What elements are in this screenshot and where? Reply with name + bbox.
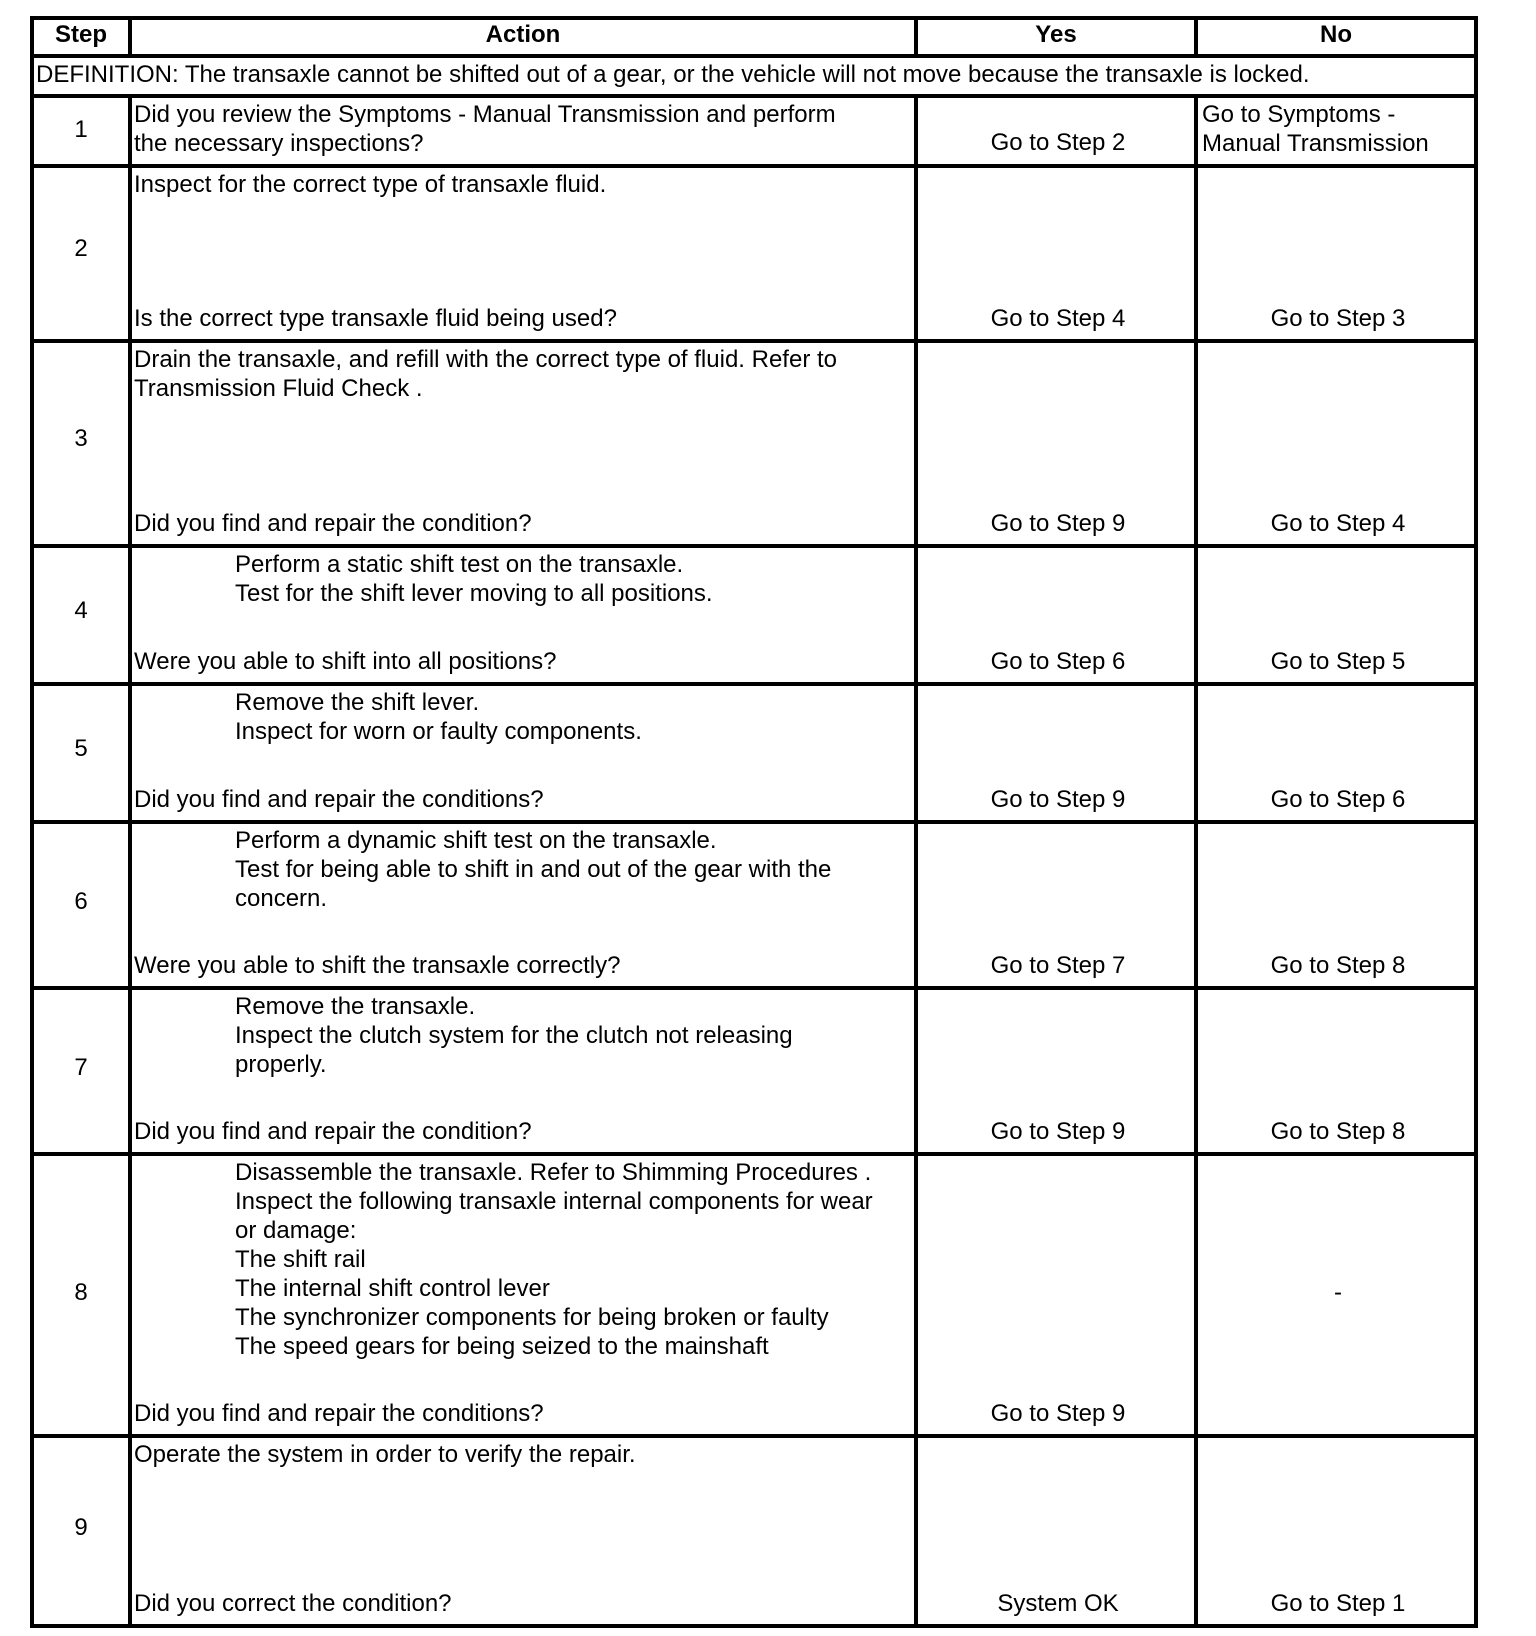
action-text [235,992,935,1079]
header-action: Action [485,21,561,48]
action-text [134,1440,914,1469]
no-result: Go to Step 8 [1270,952,1406,979]
action-question: Did you find and repair the conditions? [134,1400,544,1427]
action-line: Drain the transaxle, and refill with the correct type of fluid. Refer to [134,346,837,373]
table-rule [30,1152,1478,1156]
table-rule [30,682,1478,686]
step-number: 6 [74,888,88,915]
action-text [235,1158,935,1361]
action-line: The synchronizer components for being broken or faulty [235,1304,829,1331]
table-rule [30,986,1478,990]
action-line: or damage: [235,1217,357,1244]
action-line: Test for being able to shift in and out of the gear with the [235,856,832,883]
header-step: Step [54,21,107,48]
table-rule [30,820,1478,824]
no-result: Go to Step 6 [1270,786,1406,813]
table-rule [30,54,1478,58]
step-number: 8 [74,1279,88,1306]
action-text [235,688,935,746]
no-result: Go to Step 5 [1270,648,1406,675]
no-result: Go to Step 1 [1270,1590,1406,1617]
action-question: Did you find and repair the condition? [134,510,532,537]
action-line: Inspect for the correct type of transaxle fluid. [134,171,607,198]
action-line: Inspect the clutch system for the clutch not releasing [235,1022,793,1049]
yes-result: Go to Step 9 [990,1400,1126,1427]
no-result [1202,100,1482,158]
yes-result: Go to Step 4 [990,305,1126,332]
action-line: Did you review the Symptoms - Manual Transmission and perform [134,101,836,128]
action-line: The speed gears for being seized to the mainshaft [235,1333,769,1360]
no-result: Go to Step 8 [1270,1118,1406,1145]
no-result: - [1334,1279,1342,1306]
step-number: 1 [74,116,88,143]
action-question: Were you able to shift the transaxle correctly? [134,952,621,979]
action-line: Perform a dynamic shift test on the transaxle. [235,827,717,854]
action-line: the necessary inspections? [134,130,424,157]
step-number: 9 [74,1514,88,1541]
action-question: Did you find and repair the condition? [134,1118,532,1145]
table-rule [128,94,132,1628]
table-rule [30,164,1478,168]
action-line: concern. [235,885,328,912]
action-question: Did you find and repair the conditions? [134,786,544,813]
definition-text: DEFINITION: The transaxle cannot be shifted out of a gear, or the vehicle will not move because the transaxle is locked. [36,61,1310,88]
no-line: Go to Symptoms - [1202,101,1396,128]
yes-result: Go to Step 9 [990,786,1126,813]
action-line: Transmission Fluid Check . [134,375,423,402]
action-question: Is the correct type transaxle fluid being used? [134,305,617,332]
action-line: properly. [235,1051,327,1078]
action-line: Remove the transaxle. [235,993,476,1020]
action-question: Did you correct the condition? [134,1590,452,1617]
no-line: Manual Transmission [1202,130,1429,157]
step-number: 7 [74,1054,88,1081]
yes-result: Go to Step 6 [990,648,1126,675]
action-text [134,100,914,158]
table-rule [30,544,1478,548]
step-number: 2 [74,235,88,262]
action-line: The shift rail [235,1246,366,1273]
table-rule [30,1624,1478,1628]
table-rule [30,339,1478,343]
action-line: Perform a static shift test on the transaxle. [235,551,684,578]
table-rule [1474,16,1478,1628]
action-line: Inspect for worn or faulty components. [235,718,642,745]
yes-result: Go to Step 7 [990,952,1126,979]
action-line: Remove the shift lever. [235,689,480,716]
action-text [134,170,914,199]
action-question: Were you able to shift into all positions? [134,648,557,675]
table-rule [30,1434,1478,1438]
action-text [134,345,914,403]
step-number: 4 [74,597,88,624]
diagnostic-table [30,16,1478,1628]
yes-result: Go to Step 9 [990,1118,1126,1145]
header-no: No [1320,21,1352,48]
action-text [235,550,935,608]
yes-result: System OK [997,1590,1119,1617]
action-line: The internal shift control lever [235,1275,550,1302]
yes-result: Go to Step 2 [990,129,1126,156]
action-line: Operate the system in order to verify the repair. [134,1441,636,1468]
action-line: Inspect the following transaxle internal components for wear [235,1188,873,1215]
no-result: Go to Step 3 [1270,305,1406,332]
step-number: 5 [74,735,88,762]
action-line: Test for the shift lever moving to all positions. [235,580,713,607]
no-result: Go to Step 4 [1270,510,1406,537]
action-text [235,826,935,913]
table-rule [30,94,1478,98]
action-line: Disassemble the transaxle. Refer to Shimming Procedures . [235,1159,872,1186]
header-yes: Yes [1035,21,1077,48]
step-number: 3 [74,425,88,452]
yes-result: Go to Step 9 [990,510,1126,537]
